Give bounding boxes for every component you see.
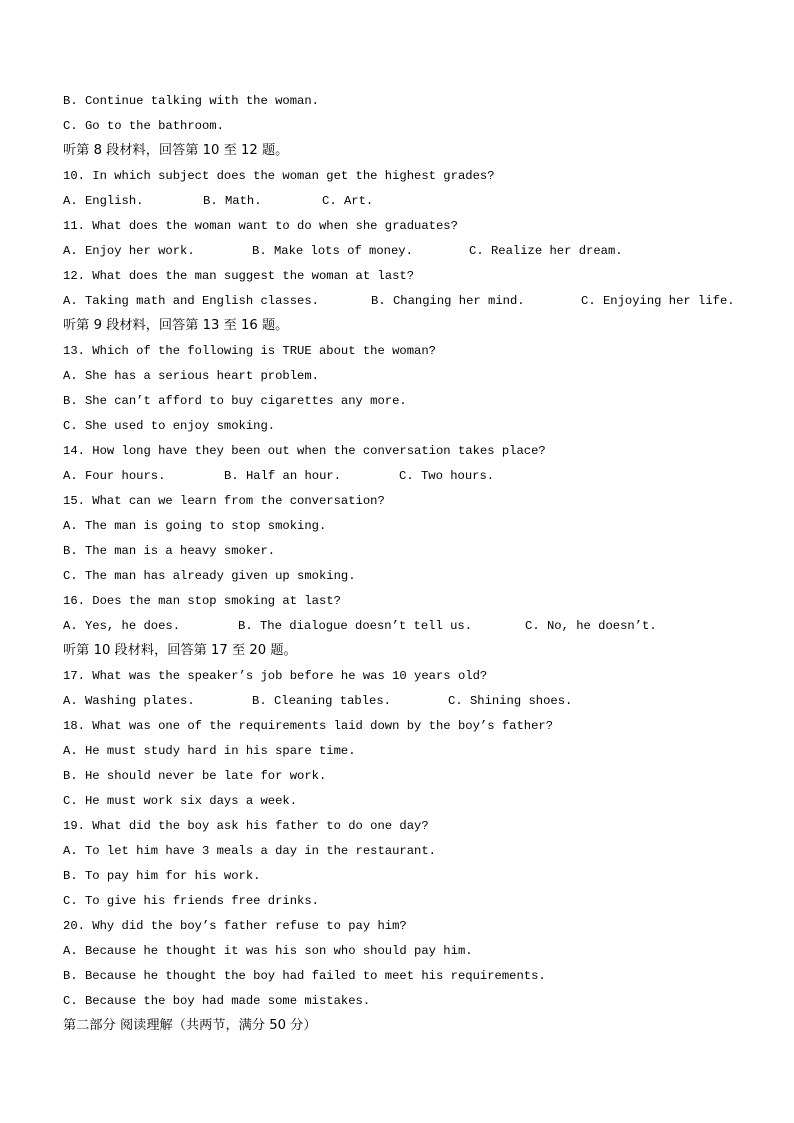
question-line: C. She used to enjoy smoking. [63, 419, 276, 433]
question-list [63, 90, 735, 1040]
question-line: C. He must work six days a week. [63, 794, 298, 808]
answer-option: C. Art. [322, 194, 374, 208]
answer-option: A. Enjoy her work. [63, 244, 195, 258]
section-heading: 听第 10 段材料，回答第 17 至 20 题。 [63, 643, 297, 658]
question-line: 20. Why did the boy’s father refuse to pay him? [63, 919, 407, 933]
answer-option: C. No, he doesn’t. [525, 619, 657, 633]
question-line: B. The man is a heavy smoker. [63, 544, 276, 558]
answer-option: B. The dialogue doesn’t tell us. [238, 619, 473, 633]
answer-option: A. Yes, he does. [63, 619, 181, 633]
question-line: 17. What was the speaker’s job before he was 10 years old? [63, 669, 488, 683]
section-heading: 听第 9 段材料，回答第 13 至 16 题。 [63, 318, 289, 333]
answer-option: B. Cleaning tables. [252, 694, 391, 708]
options-row [63, 465, 553, 490]
question-line: 11. What does the woman want to do when she graduates? [63, 219, 458, 233]
options-row [63, 690, 573, 715]
answer-option: C. Realize her dream. [469, 244, 623, 258]
section-heading: 第二部分 阅读理解（共两节，满分 50 分） [63, 1018, 317, 1033]
question-line: 10. In which subject does the woman get the highest grades? [63, 169, 495, 183]
section-heading: 听第 8 段材料，回答第 10 至 12 题。 [63, 143, 289, 158]
answer-option: C. Enjoying her life. [581, 294, 735, 308]
options-row [63, 240, 623, 265]
question-line: 16. Does the man stop smoking at last? [63, 594, 341, 608]
question-line: C. To give his friends free drinks. [63, 894, 319, 908]
options-row [63, 615, 657, 640]
question-line: A. He must study hard in his spare time. [63, 744, 356, 758]
answer-option: B. Half an hour. [224, 469, 342, 483]
question-line: 15. What can we learn from the conversation? [63, 494, 385, 508]
answer-option: B. Changing her mind. [371, 294, 525, 308]
answer-option: A. Four hours. [63, 469, 166, 483]
question-line: B. He should never be late for work. [63, 769, 327, 783]
question-line: A. To let him have 3 meals a day in the restaurant. [63, 844, 436, 858]
question-line: C. The man has already given up smoking. [63, 569, 356, 583]
answer-option: A. Washing plates. [63, 694, 195, 708]
question-line: C. Go to the bathroom. [63, 119, 224, 133]
question-line: A. She has a serious heart problem. [63, 369, 319, 383]
options-row [63, 190, 553, 215]
question-line: 19. What did the boy ask his father to do one day? [63, 819, 429, 833]
question-line: C. Because the boy had made some mistakes. [63, 994, 371, 1008]
options-row [63, 290, 735, 315]
question-line: A. Because he thought it was his son who should pay him. [63, 944, 473, 958]
question-line: 13. Which of the following is TRUE about the woman? [63, 344, 436, 358]
answer-option: B. Math. [203, 194, 262, 208]
question-line: 14. How long have they been out when the conversation takes place? [63, 444, 546, 458]
answer-option: A. English. [63, 194, 144, 208]
answer-option: C. Two hours. [399, 469, 495, 483]
question-line: 18. What was one of the requirements laid down by the boy’s father? [63, 719, 554, 733]
question-line: B. To pay him for his work. [63, 869, 261, 883]
answer-option: B. Make lots of money. [252, 244, 413, 258]
question-line: B. She can’t afford to buy cigarettes any more. [63, 394, 407, 408]
answer-option: C. Shining shoes. [448, 694, 573, 708]
question-line: A. The man is going to stop smoking. [63, 519, 327, 533]
question-line: B. Because he thought the boy had failed to meet his requirements. [63, 969, 546, 983]
question-line: B. Continue talking with the woman. [63, 94, 319, 108]
question-line: 12. What does the man suggest the woman at last? [63, 269, 415, 283]
answer-option: A. Taking math and English classes. [63, 294, 319, 308]
